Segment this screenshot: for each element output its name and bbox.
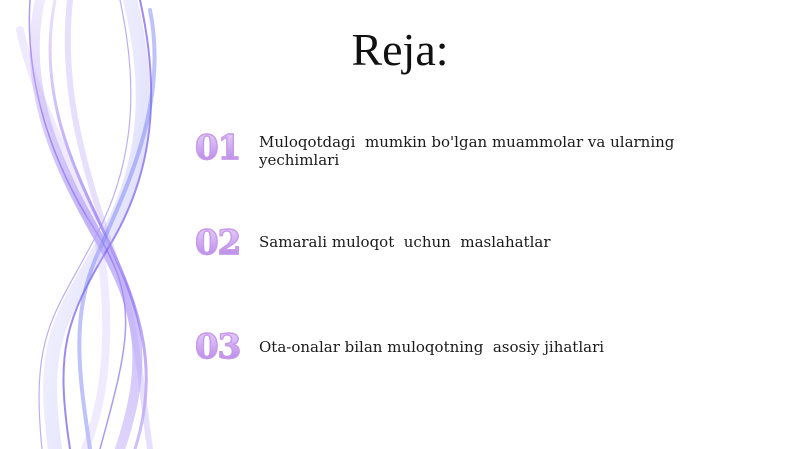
agenda-item-3 [195,327,715,367]
decorative-ribbon-graphic [0,0,200,449]
agenda-number-3: 03 [195,330,253,364]
agenda-item-1 [195,128,715,169]
agenda-text-1: Muloqotdagi mumkin bo'lgan muammolar va ularning yechimlari [259,133,680,169]
agenda-number-2: 02 [195,226,253,260]
agenda-text-3: Ota-onalar bilan muloqotning asosiy jihatlari [259,338,605,356]
agenda-item-2 [195,223,715,263]
agenda-text-2: Samarali muloqot uchun maslahatlar [259,233,551,251]
slide-title: Reja: [351,24,449,75]
agenda-number-1: 01 [195,131,253,165]
